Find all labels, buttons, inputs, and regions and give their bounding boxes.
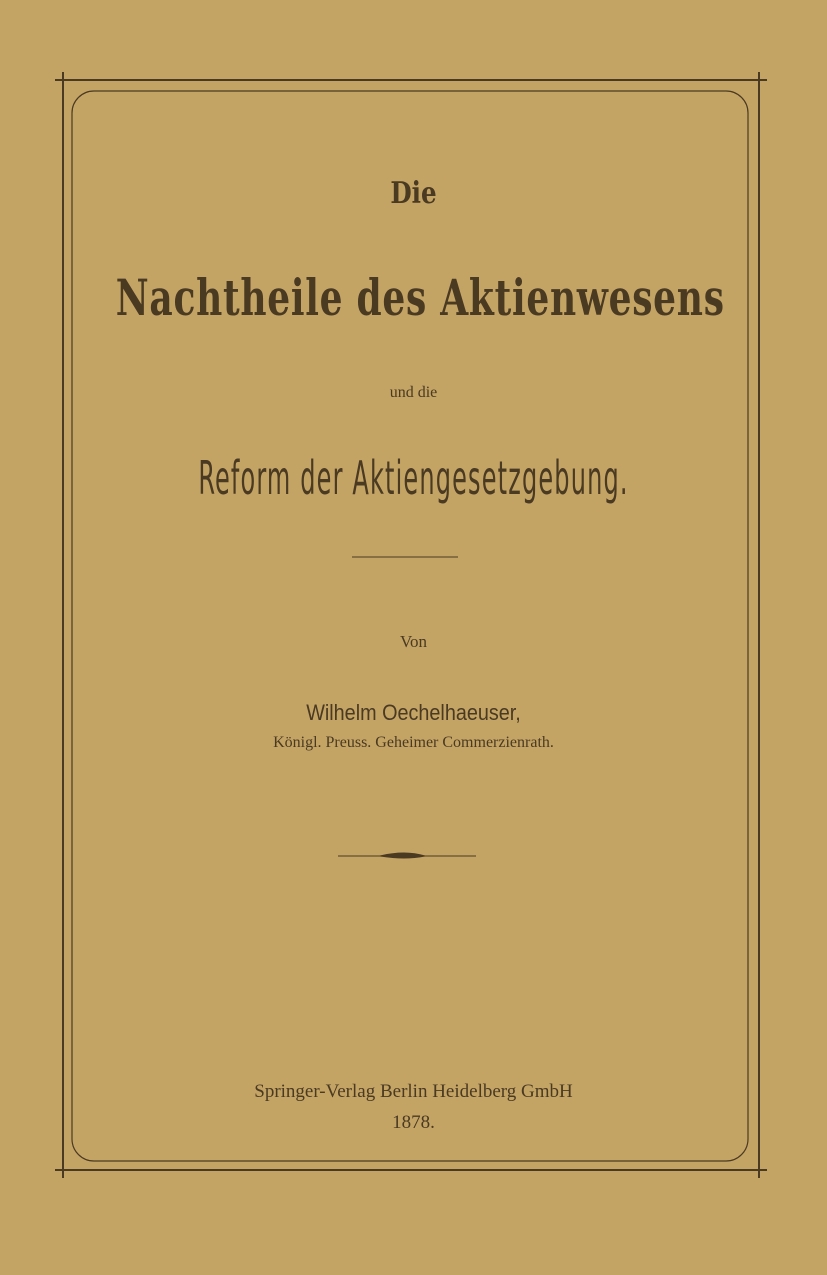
inner-frame [72,91,748,1161]
title-connector: und die [389,384,438,401]
pre-title: Die [390,176,437,211]
by-label: Von [399,632,428,651]
sub-title: Reform der Aktiengesetzgebung. [198,451,629,505]
main-title: Nachtheile des Aktienwesens [115,268,725,327]
ornament-rule [338,853,476,858]
author-name: Wilhelm Oechelhaeuser, [306,700,521,725]
publication-year: 1878. [392,1112,435,1133]
author-title: Königl. Preuss. Geheimer Commerzienrath. [273,734,554,751]
publisher: Springer-Verlag Berlin Heidelberg GmbH [254,1081,573,1102]
